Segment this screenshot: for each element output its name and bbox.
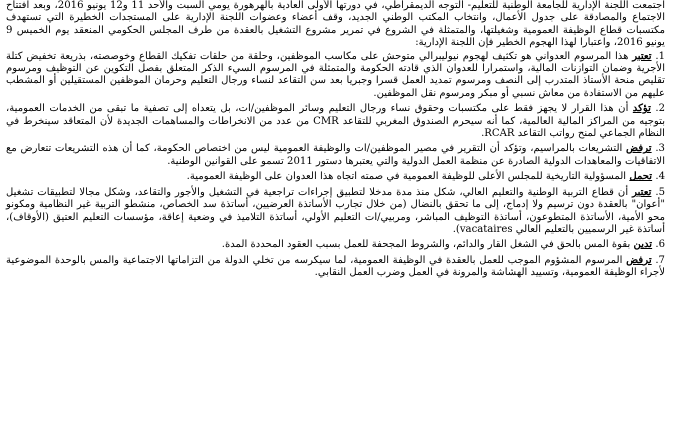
item-text: المسؤولية التاريخية للمجلس الأعلى للوظيفة العمومية في صمته اتجاه هذا العدوان على الوظيفة العمومية. [186,171,630,183]
item-number: 1. [655,50,665,62]
item-keyword: تعتبر [632,186,652,198]
item-keyword: ترفض [626,143,652,155]
item-number: 3. [655,143,665,155]
list-item [6,239,665,251]
item-keyword: تؤكد [632,103,651,115]
list-item [6,187,665,237]
list-item [6,255,665,280]
item-number: 5. [655,186,665,198]
item-number: 4. [655,171,665,183]
item-number: 2. [655,103,666,115]
item-text: أن هذا القرار لا يجهز فقط على مكتسبات وحقوق نساء ورجال التعليم وسائر الموظفين/ات، بل يتعداه إلى تصفية ما تبقى من الخدمات العمومية، بتوجيه من المراكز المالية العالمية، كما أنه سيحرم الصندوق المغربي للتقاعد CMR من عدد من الانخراطات والمساهمات الجديدة لأن المتعاقد سينخرط في النظام الجماعي لمنح رواتب التقاعد RCAR. [6,103,665,140]
item-keyword: ترفض [626,254,652,266]
item-text: التشريعات بالمراسيم، وتؤكد أن التقرير في مصير الموظفين/ات والوظيفة العمومية ليس من اختصاص الحكومة، كما أن هذه التشريعات تتعارض مع الاتفاقيات والمعاهدات الدولية الصادرة عن منظمة العمل الدولية والتي يعتبرها دستور 2011 تسمو على القوانين الوطنية. [6,143,665,167]
item-number: 7. [655,254,665,266]
list-item [6,171,665,183]
item-text: بقوة المس بالحق في الشغل القار والدائم، والشروط المجحفة للعمل بسبب العقود المحددة المدة. [221,239,634,251]
list-item [6,103,665,140]
list-item [6,143,665,168]
item-text: المرسوم المشؤوم الموجب للعمل بالعقدة في الوظيفة العمومية، لما سيكرسه من تخلي الدولة من التزاماتها الاجتماعية والمس بالوحدة الموضوعية لأجراء الوظيفة العمومية، وتسييد الهشاشة والمرونة في العمل وضرب العمل النقابي. [6,254,665,279]
item-keyword: تعتبر [632,50,652,62]
intro-paragraph: اجتمعت اللجنة الإدارية للجامعة الوطنية للتعليم- التوجه الديمقراطي، في دورتها الأولى العادية بالهرهورة يومي السبت والأحد 11 و12 يونيو 2016، وبعد افتتاح الاجتماع والمصادقة على جدول الأعمال، وانتخاب المكتب الوطني الجديد، وقف أعضاء وعضوات اللجنة الإدارية على المستجدات الخطيرة التي تستهدف مكتسبات قطاع الوظيفة العمومية وشغيلتها، والمتمثلة في الشروع في تمرير مشروع التشغيل بالعقدة من طرف المجلس الحكومي المنعقد يوم الخميس 9 يونيو 2016، واعتبارا لهذا الهجوم الخطير فإن اللجنة الإدارية: [6,0,665,49]
item-keyword: تحمل [629,171,653,183]
item-number: 6. [655,239,665,251]
item-keyword: تدين [633,239,653,251]
item-text: أن قطاع التربية الوطنية والتعليم العالي، شكل منذ مدة مدخلا لتطبيق إجراءات تراجعية في التشغيل والأجور والتقاعد، وشكل مجالا لتطبيقات تشغيل "أعوان" بالعقدة دون ترسيم ولا إدماج، إلى ما تحقق بالنضال (من خلال تجارب الأساتذة العرضيين، أساتذة سد الخصاص، منشطو التربية غير النظامية ومكونو محو الأمية، الأساتذة المتطوعون، أساتذة التوظيف المباشر، ومربيي/ات التعليم الأولي، أساتذة التلاميذ في وضعية إعاقة، مؤسسات التعليم العتيق (الأوقاف)، أساتذة غير الرسميين بالتعليم العالي vacataires). [6,186,665,235]
item-text: هذا المرسوم العدواني هو تكثيف لهجوم نيوليبرالي متوحش على مكاسب الموظفين، وحلقة من حلقات تفكيك القطاع وخوصصته، بذريعة تخفيض كتلة الأجرية وضمان التوازنات المالية، واستمرارا للعدوان الذي قادته الحكومة والمتمثلة في المرسوم السيء الذكر المتعلق بفصل التكوين عن التوظيف ومرسوم تقليص منحة الأستاذ المتدرب إلى النصف ومرسوم تمديد العمل قسرا وجبريا بعد سن التقاعد لنساء ورجال التعليم وحرمان الموظفين المستقيلين أو المشطب عليهم من الاستفادة من معاش نسبي أو مبكر ومرسوم نقل الموظفين. [6,50,665,99]
list-item [6,51,665,101]
